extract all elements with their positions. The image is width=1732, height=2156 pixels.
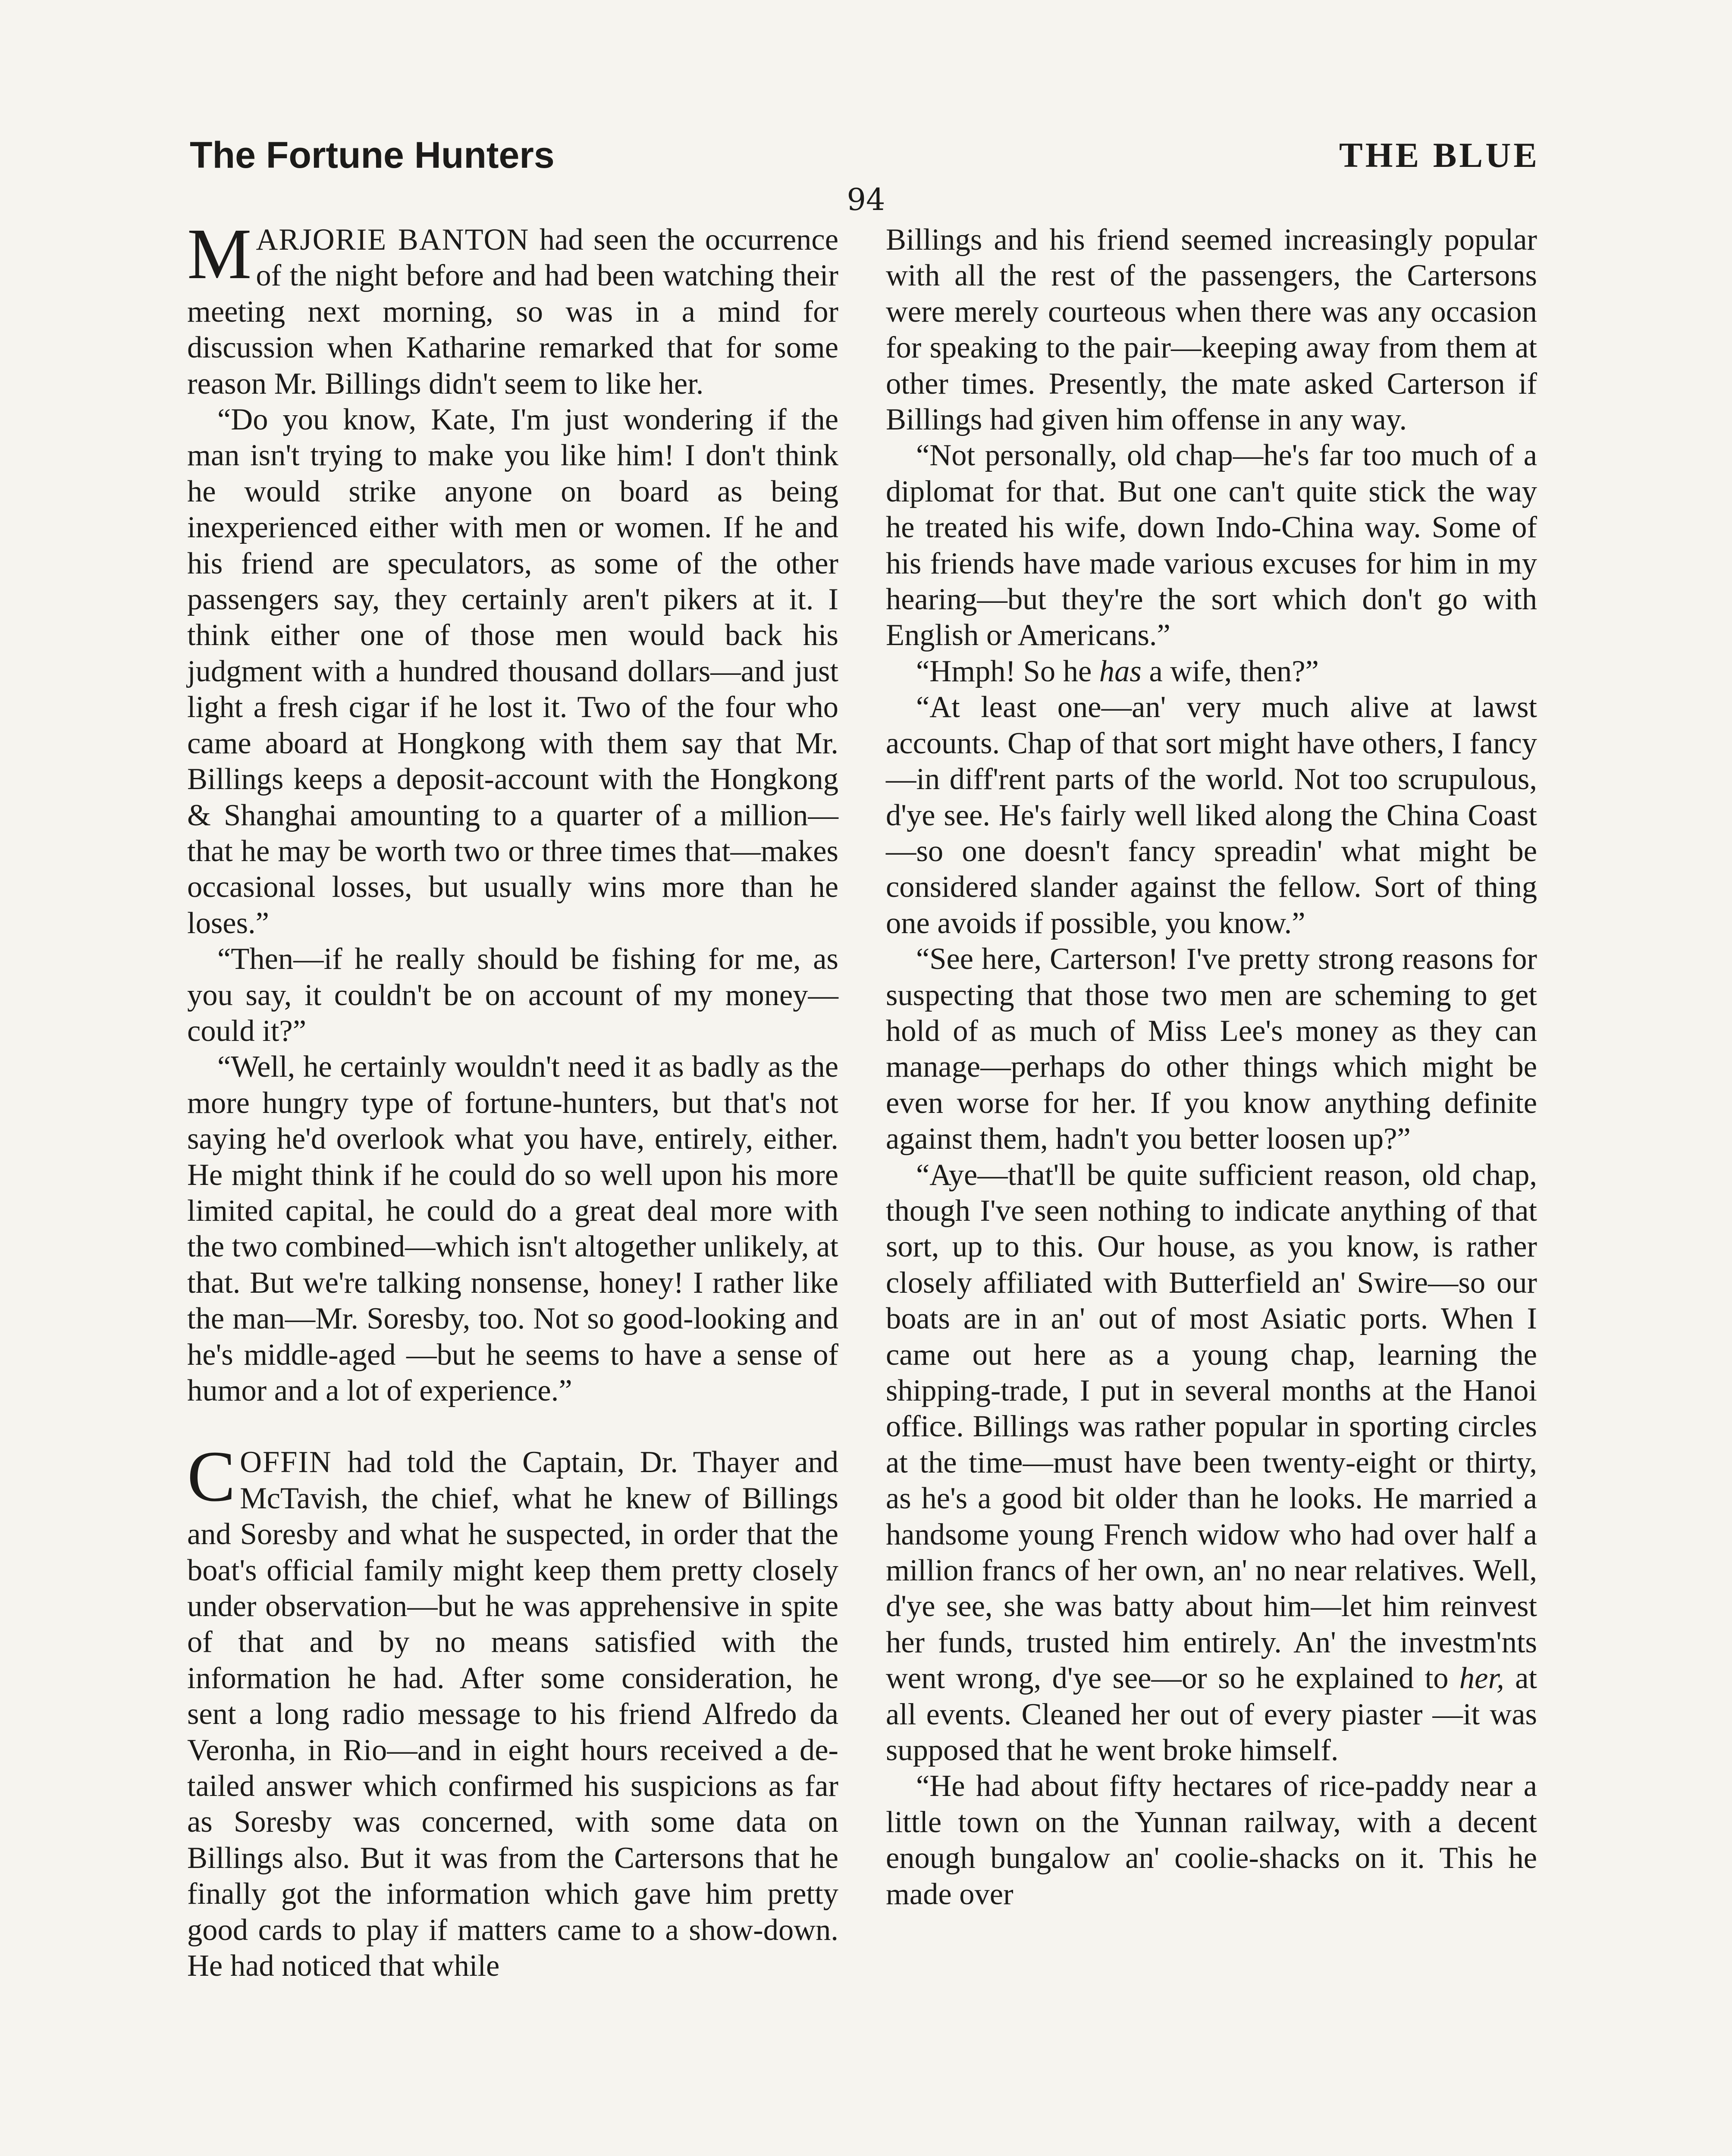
paragraph-text: had seen the occurrence of the night before and had been watching their meeting next morning, so was in a mind for discussion when Katharine remarked that for some reason Mr. Billings didn't seem to like her. (187, 223, 838, 401)
opening-words: OFFIN (240, 1445, 332, 1479)
paragraph: “Well, he certainly wouldn't need it as badly as the more hungry type of fortune-hunters, but that's not saying he'd overlook what you have, entirely, either. He might think if he could do so well upon his more limited capital, he could do a great deal more with the two combined—which isn't altogether unlikely, at that. But we're talking nonsense, honey! I rather like the man—Mr. Soresby, too. Not so good-looking and he's middle-aged —but he seems to have a sense of humor and a lot of experience.” (187, 1050, 838, 1407)
paragraph-text: “Aye—that'll be quite sufficient reason, old chap, though I've seen nothing to indicate anything of that sort, up to this. Our house, as you know, is rather closely affiliated with Butterfield an' Swire—so our boats are in an' out of most Asiatic ports. When I came out here as a young chap, learning the shipping-trade, I put in several months at the Hanoi office. Billings was rather popular in sporting circles at the time—must have been twenty-eight or thirty, as he's a good bit older than he looks. He married a handsome young French widow who had over half a million francs of her own, an' no near relatives. Well, d'ye see, she was batty about him—let him reinvest her funds, trusted him entirely. An' the investm'nts went wrong, d'ye see—or so he explained to (886, 1158, 1537, 1695)
story-title: The Fortune Hunters (190, 135, 555, 176)
running-head (190, 129, 1540, 181)
drop-cap: C (187, 1436, 236, 1517)
paragraph (886, 1157, 1537, 1769)
paragraph: “Then—if he really should be fishing for me, as you say, it couldn't be on account of my money—could it?” (187, 942, 838, 1048)
paragraph-text: a wife, then?” (1141, 654, 1319, 688)
paragraph: Billings and his friend seemed increasingly popular with all the rest of the passengers, the Cartersons were merely courteous when there was any occasion for speaking to the pair—keeping away from them at other times. Presently, the mate asked Carterson if Billings had given him offense in any way. (886, 223, 1537, 437)
paragraph: “See here, Carterson! I've pretty strong reasons for suspecting that those two men are scheming to get hold of as much of Miss Lee's money as they can manage—perhaps do other things which might be even worse for her. If you know anything definite against them, hadn't you better loosen up?” (886, 942, 1537, 1156)
emphasis: has (1099, 654, 1142, 688)
paragraph: “At least one—an' very much alive at lawst accounts. Chap of that sort might have others, I fancy—in diff'rent parts of the world. Not too scrupulous, d'ye see. He's fairly well liked along the China Coast—so one doesn't fancy spreadin' what might be considered slander against the fellow. Sort of thing one avoids if possible, you know.” (886, 690, 1537, 940)
left-column (187, 214, 838, 2156)
paragraph: “He had about fifty hectares of rice-paddy near a little town on the Yunnan railway, with a decent enough bungalow an' coolie-shacks on it. This he made over (886, 1769, 1537, 1911)
paragraph (187, 214, 838, 402)
opening-words: ARJORIE BANTON (256, 223, 530, 257)
right-column (886, 222, 1537, 2156)
emphasis: her, (1459, 1661, 1504, 1695)
paragraph-text: “Hmph! So he (916, 654, 1099, 688)
paragraph: “Do you know, Kate, I'm just wondering if the man isn't trying to make you like him! I don't think he would strike anyone on board as being inexperienced either with men or women. If he and his friend are speculators, as some of the other passengers say, they certainly aren't pikers at it. I think either one of those men would back his judgment with a hundred thousand dollars—and just light a fresh cigar if he lost it. Two of the four who came aboard at Hongkong with them say that Mr. Billings keeps a deposit-account with the Hongkong & Shanghai amounting to a quarter of a million—that he may be worth two or three times that—makes occasional losses, but usually wins more than he loses.” (187, 403, 838, 940)
paragraph-text: at all events. Cleaned her out of every piaster —it was supposed that he went broke himself. (886, 1661, 1537, 1767)
paragraph: “Not personally, old chap—he's far too much of a diplomat for that. But one can't quite stick the way he treated his wife, down Indo-China way. Some of his friends have made various excuses for him in my hearing—but they're the sort which don't go with English or Americans.” (886, 439, 1537, 652)
magazine-title: THE BLUE (1339, 135, 1540, 175)
page-number: 94 (847, 182, 885, 217)
paragraph-text: had told the Captain, Dr. Thayer and McTavish, the chief, what he knew of Billings and Soresby and what he suspected, in order that the boat's official family might keep them pretty closely under observation—but he was apprehensive in spite of that and by no means satisfied with the information he had. After some consideration, he sent a long radio message to his friend Alfredo da Veronha, in Rio—and in eight hours received a detailed answer which confirmed his suspicions as far as Soresby was concerned, with some data on Billings also. But it was from the Cartersons that he finally got the information which gave him pretty good cards to play if matters came to a show-down. He had noticed that while (187, 1445, 838, 1983)
paragraph (187, 1436, 838, 1984)
paragraph (886, 654, 1537, 689)
drop-cap: M (187, 214, 252, 294)
